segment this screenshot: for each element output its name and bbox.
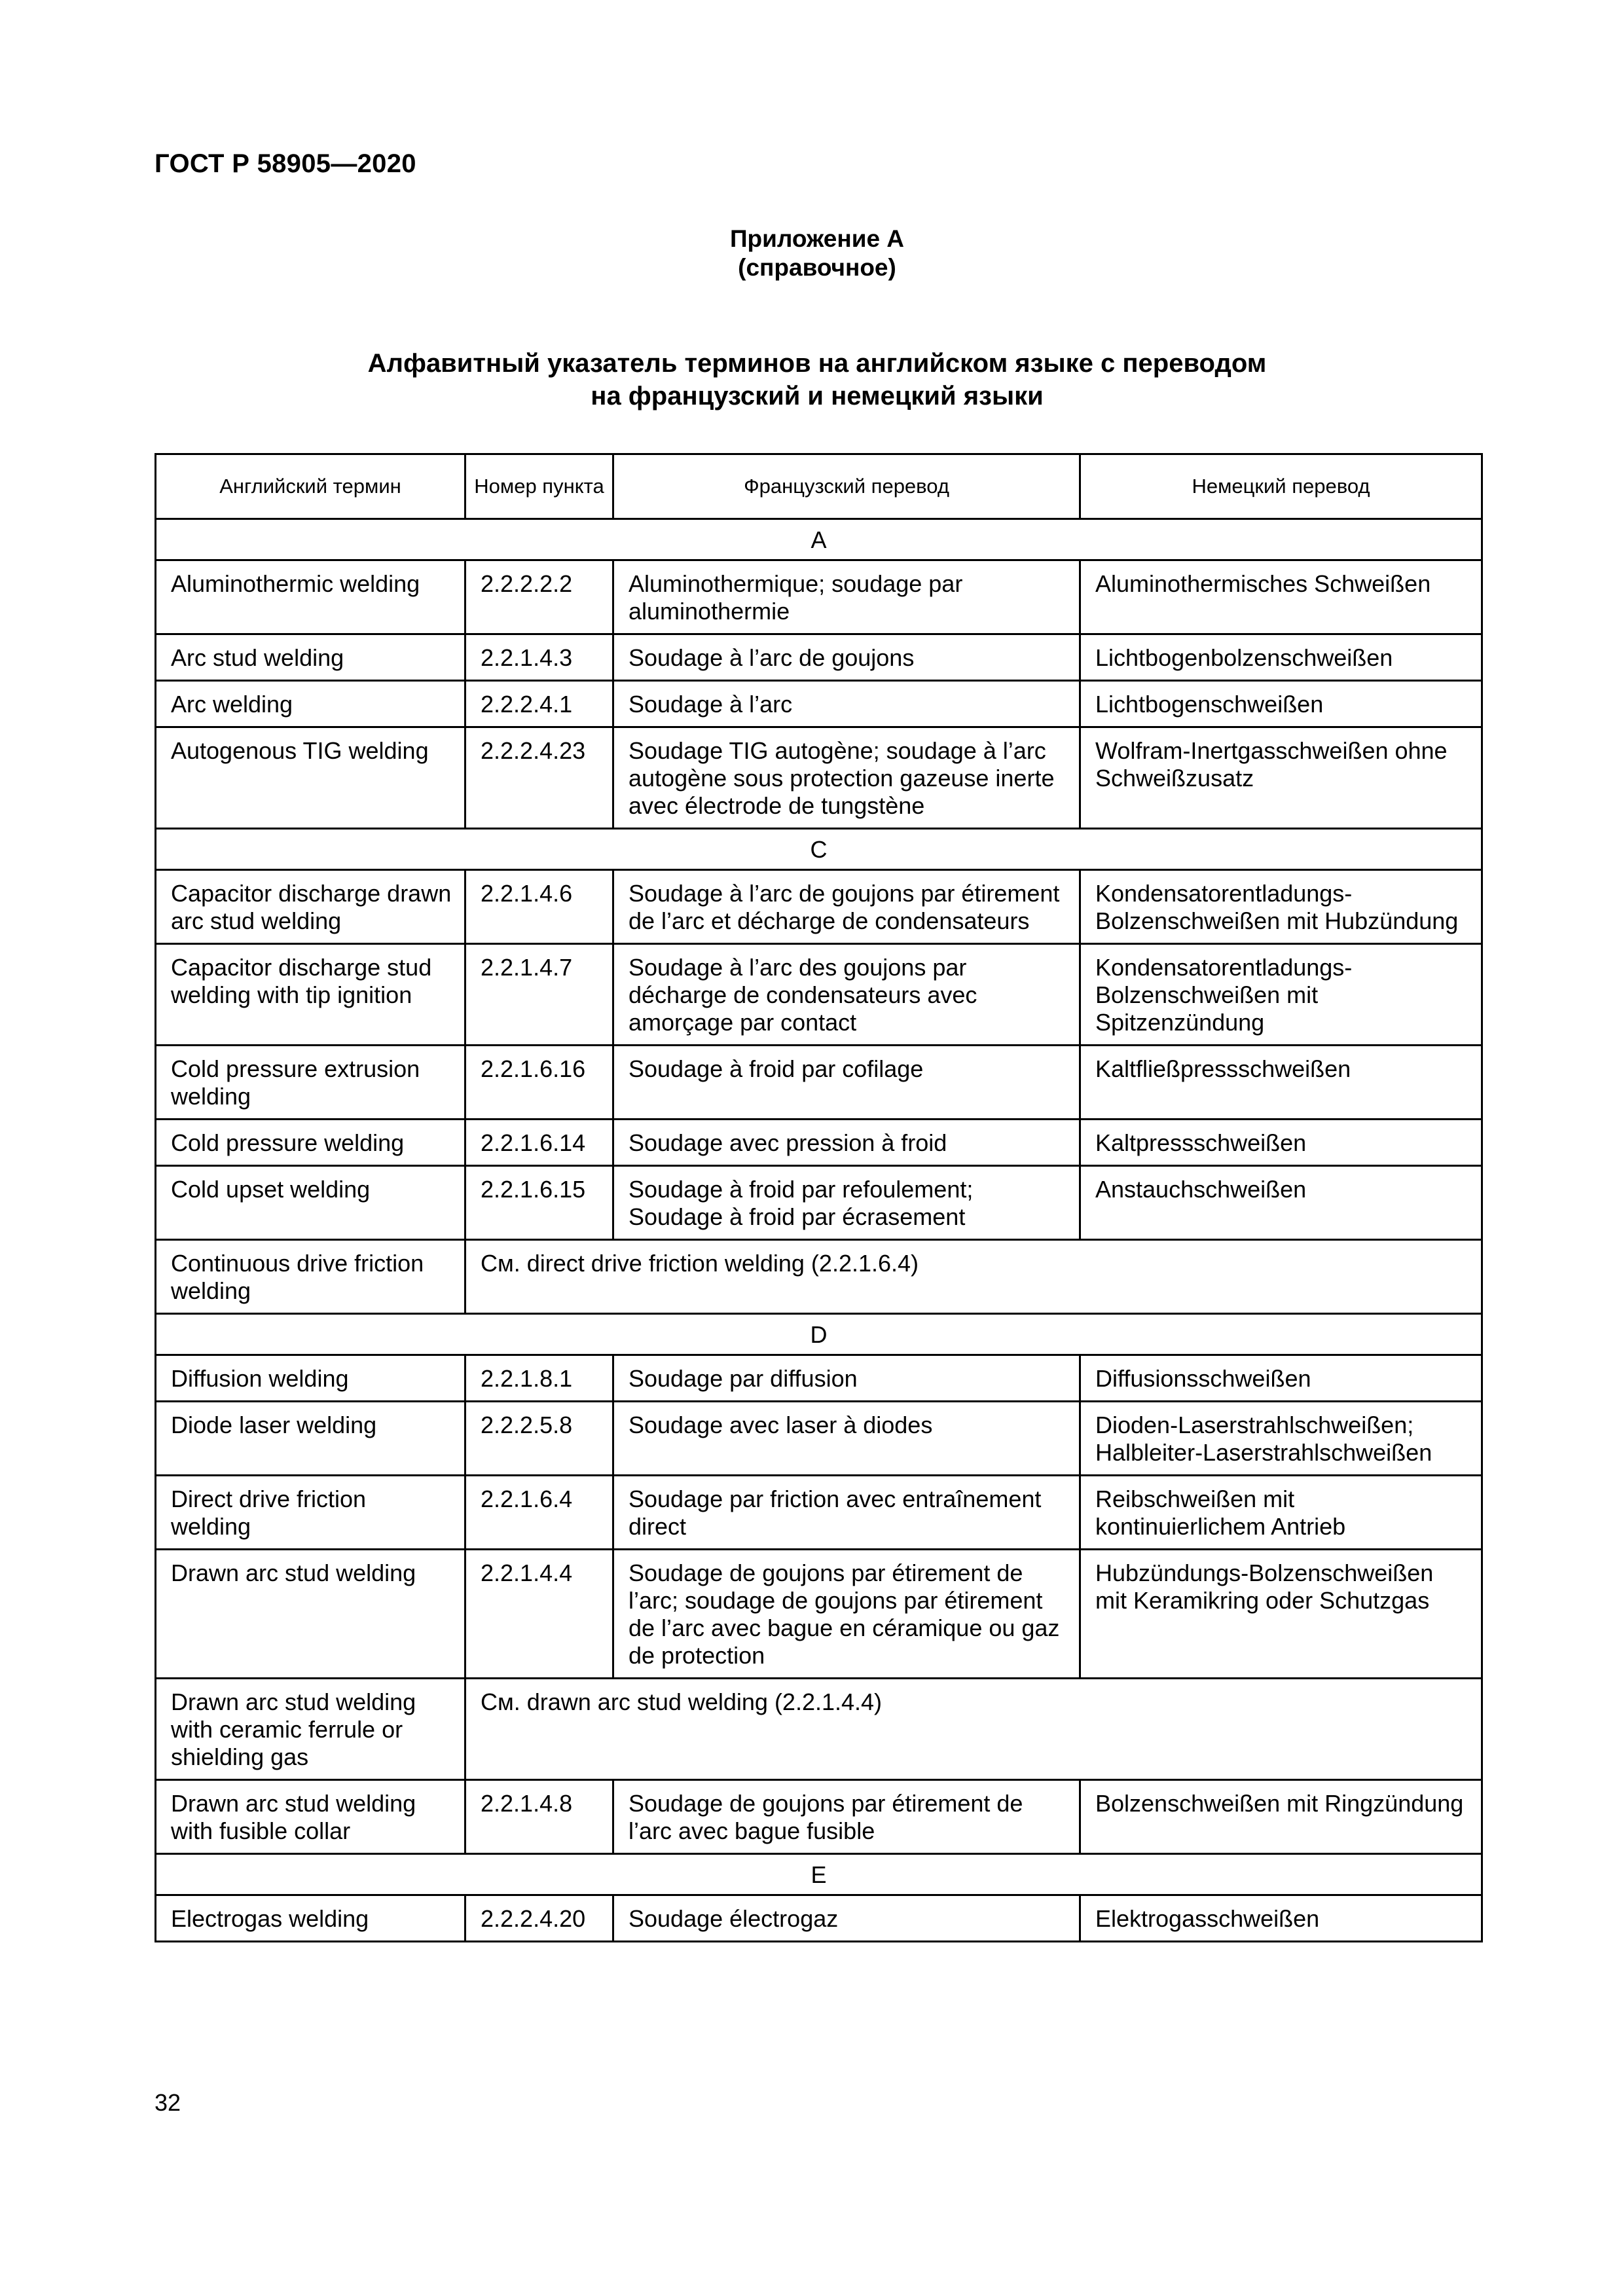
item-number: 2.2.2.4.1 <box>465 681 613 727</box>
item-number: 2.2.1.4.3 <box>465 634 613 681</box>
german-translation: Lichtbogenbolzenschweißen <box>1080 634 1482 681</box>
table-row <box>156 1166 1482 1240</box>
french-translation: Soudage à froid par refoulement; Soudage à froid par écrasement <box>613 1166 1080 1240</box>
page-number: 32 <box>155 2089 181 2116</box>
german-translation: Kondensatorentladungs-Bolzenschweißen mit Hubzündung <box>1080 870 1482 944</box>
english-term: Arc stud welding <box>156 634 465 681</box>
index-title-line-1: Алфавитный указатель терминов на английском языке с переводом <box>367 349 1267 378</box>
table-row <box>156 634 1482 681</box>
english-term: Electrogas welding <box>156 1895 465 1942</box>
item-number: 2.2.1.4.7 <box>465 944 613 1046</box>
english-term: Autogenous TIG welding <box>156 727 465 829</box>
english-term: Cold pressure welding <box>156 1120 465 1166</box>
german-translation: Kondensatorentladungs-Bolzenschweißen mit Spitzenzündung <box>1080 944 1482 1046</box>
item-number: 2.2.1.4.6 <box>465 870 613 944</box>
german-translation: Bolzenschweißen mit Ringzündung <box>1080 1780 1482 1854</box>
letter-heading: A <box>156 519 1482 560</box>
english-term: Diffusion welding <box>156 1355 465 1402</box>
letter-row-c <box>156 829 1482 870</box>
french-translation: Soudage avec pression à froid <box>613 1120 1080 1166</box>
item-number: 2.2.2.4.23 <box>465 727 613 829</box>
english-term: Cold pressure extrusion welding <box>156 1046 465 1120</box>
item-number: 2.2.1.8.1 <box>465 1355 613 1402</box>
english-term: Continuous drive friction welding <box>156 1240 465 1314</box>
table-row <box>156 681 1482 727</box>
column-header-french: Французский перевод <box>613 454 1080 519</box>
german-translation: Hubzündungs-Bolzenschweißen mit Keramikring oder Schutzgas <box>1080 1550 1482 1679</box>
letter-row-a <box>156 519 1482 560</box>
english-term: Drawn arc stud welding with ceramic ferrule or shielding gas <box>156 1679 465 1780</box>
column-header-english: Английский термин <box>156 454 465 519</box>
table-row <box>156 1895 1482 1942</box>
index-title-line-2: на французский и немецкий языки <box>591 382 1044 410</box>
french-translation: Soudage de goujons par étirement de l’arc; soudage de goujons par étirement de l’arc avec bague en céramique ou gaz de protection <box>613 1550 1080 1679</box>
letter-heading: D <box>156 1314 1482 1355</box>
standard-number: ГОСТ Р 58905—2020 <box>155 149 416 178</box>
item-number: 2.2.1.4.4 <box>465 1550 613 1679</box>
english-term: Diode laser welding <box>156 1402 465 1476</box>
german-translation: Reibschweißen mit kontinuierlichem Antrieb <box>1080 1476 1482 1550</box>
table-row <box>156 560 1482 634</box>
table-row <box>156 1046 1482 1120</box>
english-term: Arc welding <box>156 681 465 727</box>
french-translation: Soudage électrogaz <box>613 1895 1080 1942</box>
german-translation: Kaltfließpressschweißen <box>1080 1046 1482 1120</box>
item-number: 2.2.1.6.15 <box>465 1166 613 1240</box>
letter-row-e <box>156 1854 1482 1895</box>
french-translation: Soudage par friction avec entraînement direct <box>613 1476 1080 1550</box>
german-translation: Anstauchschweißen <box>1080 1166 1482 1240</box>
appendix-kind: (справочное) <box>738 254 896 281</box>
table-row <box>156 1240 1482 1314</box>
letter-heading: E <box>156 1854 1482 1895</box>
german-translation: Wolfram-Inertgasschweißen ohne Schweißzusatz <box>1080 727 1482 829</box>
table-row <box>156 1780 1482 1854</box>
table-row <box>156 727 1482 829</box>
table-row <box>156 1679 1482 1780</box>
english-term: Capacitor discharge drawn arc stud welding <box>156 870 465 944</box>
table-row <box>156 944 1482 1046</box>
german-translation: Aluminothermisches Schweißen <box>1080 560 1482 634</box>
cross-reference: См. drawn arc stud welding (2.2.1.4.4) <box>465 1679 1482 1780</box>
table-header-row <box>156 454 1482 519</box>
french-translation: Soudage par diffusion <box>613 1355 1080 1402</box>
english-term: Aluminothermic welding <box>156 560 465 634</box>
german-translation: Elektrogasschweißen <box>1080 1895 1482 1942</box>
english-term: Direct drive friction welding <box>156 1476 465 1550</box>
item-number: 2.2.1.6.16 <box>465 1046 613 1120</box>
column-header-german: Немецкий перевод <box>1080 454 1482 519</box>
appendix-title: Приложение А <box>729 225 905 252</box>
french-translation: Aluminothermique; soudage par aluminothermie <box>613 560 1080 634</box>
item-number: 2.2.2.2.2 <box>465 560 613 634</box>
table-row <box>156 1550 1482 1679</box>
french-translation: Soudage à l’arc de goujons par étirement de l’arc et décharge de condensateurs <box>613 870 1080 944</box>
column-header-number: Номер пункта <box>465 454 613 519</box>
letter-heading: C <box>156 829 1482 870</box>
item-number: 2.2.1.6.4 <box>465 1476 613 1550</box>
english-term: Drawn arc stud welding <box>156 1550 465 1679</box>
item-number: 2.2.2.5.8 <box>465 1402 613 1476</box>
french-translation: Soudage TIG autogène; soudage à l’arc autogène sous protection gazeuse inerte avec électrode de tungstène <box>613 727 1080 829</box>
item-number: 2.2.2.4.20 <box>465 1895 613 1942</box>
german-translation: Kaltpressschweißen <box>1080 1120 1482 1166</box>
french-translation: Soudage à l’arc de goujons <box>613 634 1080 681</box>
french-translation: Soudage de goujons par étirement de l’arc avec bague fusible <box>613 1780 1080 1854</box>
item-number: 2.2.1.4.8 <box>465 1780 613 1854</box>
german-translation: Dioden-Laserstrahlschweißen; Halbleiter-Laserstrahlschweißen <box>1080 1402 1482 1476</box>
table-row <box>156 870 1482 944</box>
german-translation: Diffusionsschweißen <box>1080 1355 1482 1402</box>
cross-reference: См. direct drive friction welding (2.2.1.6.4) <box>465 1240 1482 1314</box>
table-row <box>156 1120 1482 1166</box>
letter-row-d <box>156 1314 1482 1355</box>
english-term: Cold upset welding <box>156 1166 465 1240</box>
table-row <box>156 1476 1482 1550</box>
item-number: 2.2.1.6.14 <box>465 1120 613 1166</box>
table-row <box>156 1402 1482 1476</box>
french-translation: Soudage avec laser à diodes <box>613 1402 1080 1476</box>
german-translation: Lichtbogenschweißen <box>1080 681 1482 727</box>
french-translation: Soudage à l’arc des goujons par décharge de condensateurs avec amorçage par contact <box>613 944 1080 1046</box>
english-term: Capacitor discharge stud welding with tip ignition <box>156 944 465 1046</box>
french-translation: Soudage à froid par cofilage <box>613 1046 1080 1120</box>
terms-index-table <box>155 453 1483 1942</box>
french-translation: Soudage à l’arc <box>613 681 1080 727</box>
english-term: Drawn arc stud welding with fusible collar <box>156 1780 465 1854</box>
table-row <box>156 1355 1482 1402</box>
